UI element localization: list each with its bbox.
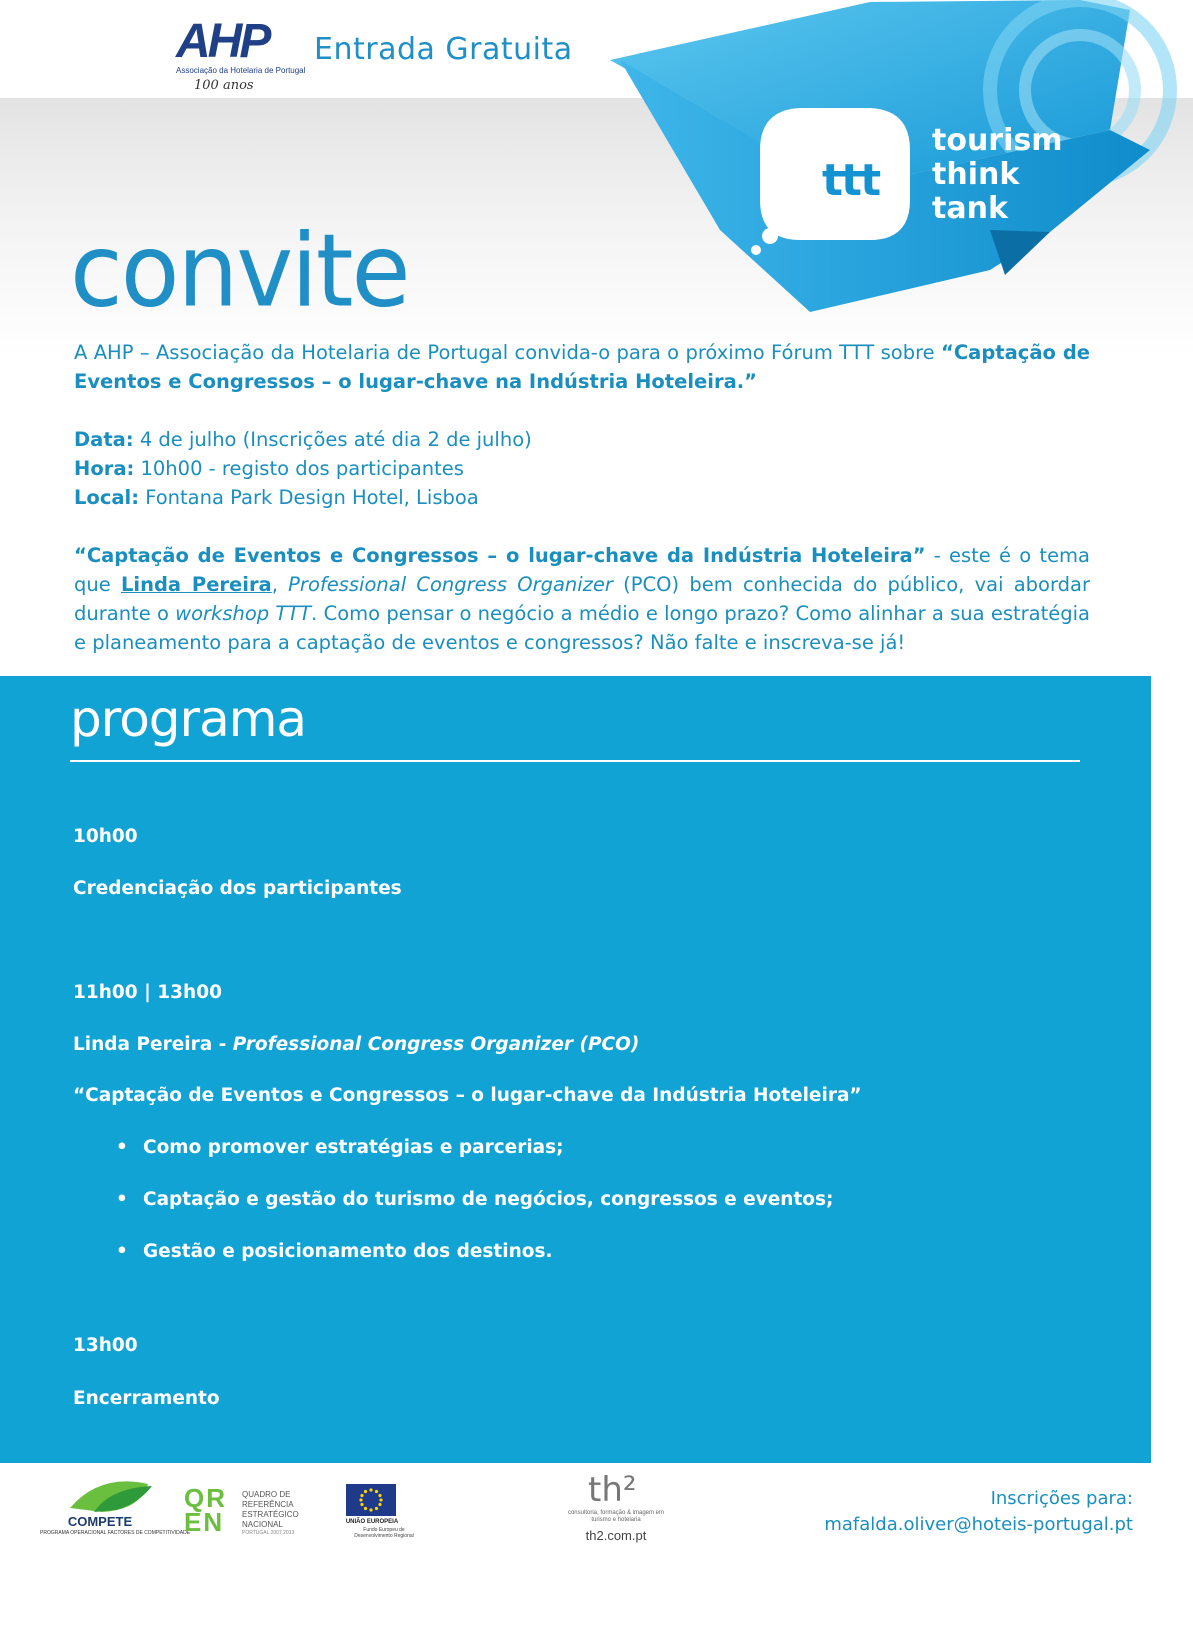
programa-divider — [70, 760, 1080, 762]
registration-contact — [824, 1486, 1133, 1538]
ahp-logo — [176, 15, 306, 93]
bullet-item: • Gestão e posicionamento dos destinos. — [116, 1241, 553, 1262]
date-label: Data: — [74, 428, 134, 451]
compete-leaf-icon — [40, 1478, 160, 1518]
ahp-logo-subtitle: Associação da Hotelaria de Portugal — [176, 66, 306, 75]
convite-heading-text: convite — [70, 212, 409, 330]
intro-invite-text: A AHP – Associação da Hotelaria de Portugal convida-o para o próximo Fórum TTT sobre — [74, 341, 942, 364]
item-credenciacao: Credenciação dos participantes — [73, 878, 402, 899]
location-label: Local: — [74, 486, 140, 509]
registration-email[interactable]: mafalda.oliver@hoteis-portugal.pt — [824, 1514, 1133, 1535]
qren-letters: QR EN — [184, 1483, 227, 1537]
time-label: Hora: — [74, 457, 135, 480]
ttt-logo-wordmark — [932, 124, 1063, 226]
workshop-text-d: . Como pensar o negócio a médio e longo prazo? Como alinhar a sua estratégia e planeamento para a captação de eventos e congressos? Não falte e inscreva-se já! — [74, 602, 1090, 654]
intro-text — [74, 338, 1090, 657]
item-encerramento: Encerramento — [73, 1388, 220, 1409]
ttt-banner-graphic — [610, 0, 1193, 330]
bullet-item: • Como promover estratégias e parcerias; — [116, 1137, 564, 1158]
qren-text: QUADRO DE REFERÊNCIA ESTRATÉGICO NACIONAL — [242, 1490, 299, 1529]
qren-logo — [184, 1484, 314, 1540]
intro-paragraph-workshop — [74, 541, 1090, 657]
workshop-text-b: , — [271, 573, 289, 596]
intro-invite-topic: “Captação de Eventos e Congressos – o lugar-chave na Indústria Hoteleira.” — [74, 341, 1091, 393]
th2-url[interactable]: th2.com.pt — [585, 1528, 647, 1543]
ttt-logo-mark: ttt — [822, 155, 880, 206]
time-11h00-13h00: 11h00 | 13h00 — [73, 982, 222, 1003]
speaker-line — [73, 1034, 639, 1055]
time-10h00: 10h00 — [73, 826, 138, 847]
convite-heading — [70, 212, 409, 330]
th2-mark: th² — [588, 1470, 637, 1510]
speaker-separator: - — [212, 1034, 233, 1055]
programa-heading: programa — [70, 690, 307, 748]
intro-location-line — [74, 483, 1090, 512]
bullet-text: Captação e gestão do turismo de negócios, congressos e eventos; — [143, 1189, 834, 1210]
th2-logo — [566, 1470, 676, 1550]
eu-flag-icon — [346, 1484, 396, 1516]
bullet-text: Gestão e posicionamento dos destinos. — [143, 1241, 553, 1262]
entrada-gratuita: Entrada Gratuita — [314, 32, 573, 67]
bullet-text: Como promover estratégias e parcerias; — [143, 1137, 564, 1158]
workshop-topic: “Captação de Eventos e Congressos – o lugar-chave da Indústria Hoteleira” — [74, 544, 926, 567]
session-title: “Captação de Eventos e Congressos – o lugar-chave da Indústria Hoteleira” — [73, 1085, 862, 1106]
intro-paragraph-invite — [74, 338, 1090, 396]
programa-section — [0, 676, 1151, 1463]
intro-time-line — [74, 454, 1090, 483]
ttt-word-tourism: tourism — [932, 123, 1063, 158]
th2-subtitle: consultoria, formação & imagem em turismo e hotelaria — [567, 1510, 665, 1523]
workshop-text-c: (PCO) bem conhecida do público, vai abordar durante o — [74, 573, 1090, 625]
workshop-text-a: - este é o tema que — [74, 544, 1091, 596]
date-value: 4 de julho (Inscrições até dia 2 de julho) — [133, 428, 532, 451]
speaker-name: Linda Pereira — [73, 1034, 213, 1055]
ahp-logo-signature: 100 anos — [194, 78, 254, 93]
time-value: 10h00 - registo dos participantes — [134, 457, 464, 480]
speaker-link[interactable]: Linda Pereira — [120, 573, 272, 596]
eu-title: UNIÃO EUROPEIA — [345, 1519, 399, 1525]
intro-date-line — [74, 425, 1090, 454]
workshop-name: workshop TTT — [175, 602, 312, 625]
ttt-word-tank: tank — [932, 191, 1008, 226]
workshop-role: Professional Congress Organizer — [288, 573, 613, 596]
time-13h00: 13h00 — [73, 1335, 138, 1356]
bullet-item: • Captação e gestão do turismo de negócios, congressos e eventos; — [116, 1189, 834, 1210]
location-value: Fontana Park Design Hotel, Lisboa — [139, 486, 479, 509]
compete-subtitle: PROGRAMA OPERACIONAL FACTORES DE COMPETITIVIDADE — [40, 1530, 191, 1536]
qren-subtitle: PORTUGAL 2007.2013 — [242, 1530, 295, 1536]
compete-text: COMPETE — [67, 1514, 133, 1529]
registration-label: Inscrições para: — [990, 1488, 1133, 1509]
eu-logo — [330, 1484, 414, 1540]
ahp-logo-letters: AHP — [176, 15, 269, 68]
eu-subtitle: Fundo Europeu de Desenvolvimento Regional — [354, 1527, 414, 1539]
ttt-word-think: think — [932, 157, 1020, 192]
speaker-role: Professional Congress Organizer (PCO) — [232, 1034, 640, 1055]
compete-logo — [40, 1478, 191, 1538]
